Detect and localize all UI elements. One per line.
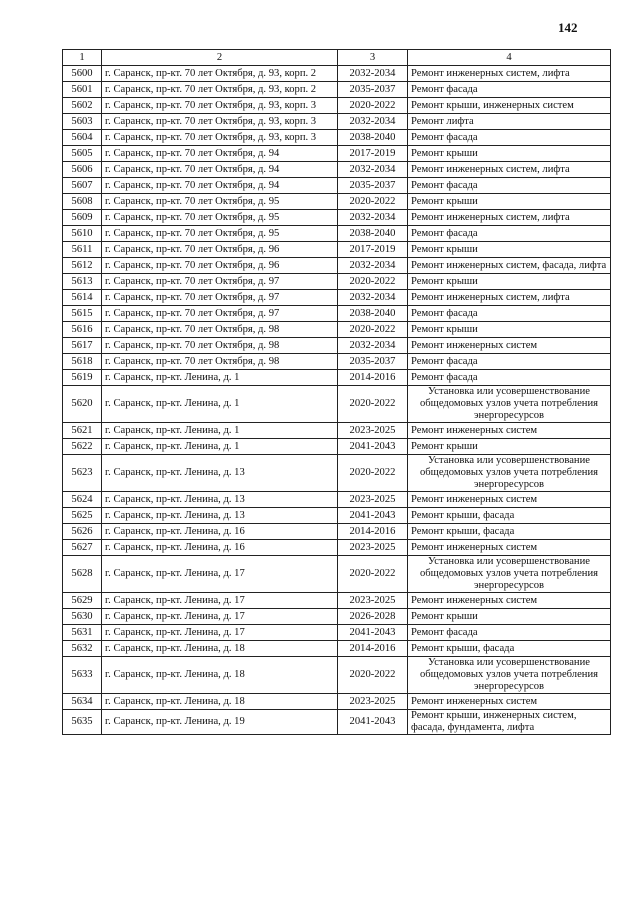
work-type-cell: Ремонт инженерных систем, лифта [408, 162, 611, 178]
row-number-cell: 5610 [63, 226, 102, 242]
period-cell: 2020-2022 [338, 455, 408, 492]
work-type-cell: Ремонт крыши [408, 322, 611, 338]
table-row [63, 593, 611, 609]
header-cell: 2 [102, 50, 338, 66]
work-type-cell: Ремонт крыши [408, 274, 611, 290]
table-row [63, 290, 611, 306]
row-number-cell: 5628 [63, 556, 102, 593]
work-type-cell: Установка или усовершенствование общедомовых узлов учета потребления энергоресурсов [408, 386, 611, 423]
period-cell: 2032-2034 [338, 338, 408, 354]
row-number-cell: 5635 [63, 710, 102, 735]
work-type-cell: Ремонт фасада [408, 370, 611, 386]
row-number-cell: 5622 [63, 439, 102, 455]
header-cell: 1 [63, 50, 102, 66]
work-type-cell: Ремонт крыши [408, 194, 611, 210]
address-cell: г. Саранск, пр-кт. Ленина, д. 1 [102, 423, 338, 439]
period-cell: 2032-2034 [338, 114, 408, 130]
table-row [63, 492, 611, 508]
period-cell: 2041-2043 [338, 508, 408, 524]
address-cell: г. Саранск, пр-кт. Ленина, д. 13 [102, 455, 338, 492]
table-row [63, 455, 611, 492]
table-row [63, 540, 611, 556]
address-cell: г. Саранск, пр-кт. 70 лет Октября, д. 95 [102, 210, 338, 226]
address-cell: г. Саранск, пр-кт. 70 лет Октября, д. 93, корп. 2 [102, 66, 338, 82]
address-cell: г. Саранск, пр-кт. Ленина, д. 13 [102, 508, 338, 524]
work-type-cell: Ремонт фасада [408, 306, 611, 322]
row-number-cell: 5608 [63, 194, 102, 210]
period-cell: 2014-2016 [338, 370, 408, 386]
row-number-cell: 5633 [63, 657, 102, 694]
table-row [63, 386, 611, 423]
work-type-cell: Ремонт инженерных систем [408, 492, 611, 508]
work-type-cell: Ремонт инженерных систем, фасада, лифта [408, 258, 611, 274]
address-cell: г. Саранск, пр-кт. 70 лет Октября, д. 94 [102, 146, 338, 162]
address-cell: г. Саранск, пр-кт. 70 лет Октября, д. 95 [102, 226, 338, 242]
address-cell: г. Саранск, пр-кт. 70 лет Октября, д. 96 [102, 258, 338, 274]
address-cell: г. Саранск, пр-кт. Ленина, д. 17 [102, 556, 338, 593]
work-type-cell: Ремонт крыши [408, 439, 611, 455]
period-cell: 2032-2034 [338, 162, 408, 178]
table-row [63, 625, 611, 641]
row-number-cell: 5631 [63, 625, 102, 641]
period-cell: 2020-2022 [338, 98, 408, 114]
row-number-cell: 5619 [63, 370, 102, 386]
row-number-cell: 5625 [63, 508, 102, 524]
address-cell: г. Саранск, пр-кт. 70 лет Октября, д. 94 [102, 162, 338, 178]
address-cell: г. Саранск, пр-кт. Ленина, д. 1 [102, 370, 338, 386]
period-cell: 2014-2016 [338, 524, 408, 540]
address-cell: г. Саранск, пр-кт. 70 лет Октября, д. 94 [102, 178, 338, 194]
address-cell: г. Саранск, пр-кт. Ленина, д. 19 [102, 710, 338, 735]
period-cell: 2041-2043 [338, 710, 408, 735]
period-cell: 2038-2040 [338, 226, 408, 242]
row-number-cell: 5615 [63, 306, 102, 322]
period-cell: 2035-2037 [338, 354, 408, 370]
period-cell: 2041-2043 [338, 439, 408, 455]
table-row [63, 66, 611, 82]
period-cell: 2023-2025 [338, 423, 408, 439]
row-number-cell: 5626 [63, 524, 102, 540]
period-cell: 2035-2037 [338, 82, 408, 98]
row-number-cell: 5603 [63, 114, 102, 130]
address-cell: г. Саранск, пр-кт. 70 лет Октября, д. 93, корп. 3 [102, 114, 338, 130]
work-type-cell: Ремонт крыши, фасада [408, 508, 611, 524]
address-cell: г. Саранск, пр-кт. Ленина, д. 16 [102, 540, 338, 556]
address-cell: г. Саранск, пр-кт. 70 лет Октября, д. 98 [102, 354, 338, 370]
address-cell: г. Саранск, пр-кт. 70 лет Октября, д. 93, корп. 3 [102, 130, 338, 146]
row-number-cell: 5611 [63, 242, 102, 258]
address-cell: г. Саранск, пр-кт. 70 лет Октября, д. 95 [102, 194, 338, 210]
table-row [63, 114, 611, 130]
work-type-cell: Ремонт лифта [408, 114, 611, 130]
period-cell: 2041-2043 [338, 625, 408, 641]
address-cell: г. Саранск, пр-кт. Ленина, д. 18 [102, 694, 338, 710]
work-type-cell: Ремонт инженерных систем [408, 540, 611, 556]
row-number-cell: 5618 [63, 354, 102, 370]
table-row [63, 524, 611, 540]
header-cell: 3 [338, 50, 408, 66]
row-number-cell: 5607 [63, 178, 102, 194]
work-type-cell: Ремонт крыши, фасада [408, 641, 611, 657]
work-type-cell: Ремонт инженерных систем [408, 423, 611, 439]
table-row [63, 242, 611, 258]
table-row [63, 354, 611, 370]
table-row [63, 710, 611, 735]
work-type-cell: Ремонт инженерных систем, лифта [408, 290, 611, 306]
row-number-cell: 5634 [63, 694, 102, 710]
table-row [63, 657, 611, 694]
table-row [63, 306, 611, 322]
row-number-cell: 5632 [63, 641, 102, 657]
row-number-cell: 5617 [63, 338, 102, 354]
row-number-cell: 5627 [63, 540, 102, 556]
table-row [63, 82, 611, 98]
table-row [63, 130, 611, 146]
work-type-cell: Установка или усовершенствование общедомовых узлов учета потребления энергоресурсов [408, 455, 611, 492]
table-body [63, 66, 611, 735]
page-number: 142 [558, 20, 578, 35]
table-row [63, 338, 611, 354]
period-cell: 2038-2040 [338, 130, 408, 146]
table-row [63, 194, 611, 210]
work-type-cell: Ремонт инженерных систем [408, 694, 611, 710]
work-type-cell: Ремонт крыши, инженерных систем, фасада, фундамента, лифта [408, 710, 611, 735]
row-number-cell: 5630 [63, 609, 102, 625]
row-number-cell: 5612 [63, 258, 102, 274]
table-row [63, 162, 611, 178]
address-cell: г. Саранск, пр-кт. Ленина, д. 17 [102, 609, 338, 625]
table-row [63, 423, 611, 439]
work-type-cell: Ремонт крыши, инженерных систем [408, 98, 611, 114]
row-number-cell: 5600 [63, 66, 102, 82]
header-cell: 4 [408, 50, 611, 66]
address-cell: г. Саранск, пр-кт. 70 лет Октября, д. 93, корп. 3 [102, 98, 338, 114]
period-cell: 2014-2016 [338, 641, 408, 657]
address-cell: г. Саранск, пр-кт. 70 лет Октября, д. 98 [102, 338, 338, 354]
period-cell: 2026-2028 [338, 609, 408, 625]
address-cell: г. Саранск, пр-кт. 70 лет Октября, д. 97 [102, 290, 338, 306]
period-cell: 2017-2019 [338, 146, 408, 162]
table-row [63, 274, 611, 290]
work-type-cell: Ремонт фасада [408, 130, 611, 146]
work-type-cell: Ремонт фасада [408, 625, 611, 641]
address-cell: г. Саранск, пр-кт. Ленина, д. 18 [102, 657, 338, 694]
period-cell: 2020-2022 [338, 386, 408, 423]
work-type-cell: Установка или усовершенствование общедомовых узлов учета потребления энергоресурсов [408, 556, 611, 593]
period-cell: 2023-2025 [338, 540, 408, 556]
address-cell: г. Саранск, пр-кт. Ленина, д. 18 [102, 641, 338, 657]
row-number-cell: 5601 [63, 82, 102, 98]
row-number-cell: 5609 [63, 210, 102, 226]
row-number-cell: 5604 [63, 130, 102, 146]
row-number-cell: 5624 [63, 492, 102, 508]
address-cell: г. Саранск, пр-кт. 70 лет Октября, д. 98 [102, 322, 338, 338]
work-type-cell: Ремонт крыши [408, 609, 611, 625]
period-cell: 2032-2034 [338, 290, 408, 306]
work-type-cell: Ремонт крыши [408, 146, 611, 162]
table-row [63, 178, 611, 194]
table-row [63, 641, 611, 657]
work-type-cell: Ремонт инженерных систем [408, 338, 611, 354]
period-cell: 2020-2022 [338, 194, 408, 210]
work-type-cell: Ремонт фасада [408, 178, 611, 194]
work-type-cell: Ремонт фасада [408, 354, 611, 370]
table-row [63, 694, 611, 710]
row-number-cell: 5616 [63, 322, 102, 338]
address-cell: г. Саранск, пр-кт. 70 лет Октября, д. 97 [102, 306, 338, 322]
period-cell: 2020-2022 [338, 556, 408, 593]
work-type-cell: Ремонт крыши [408, 242, 611, 258]
period-cell: 2017-2019 [338, 242, 408, 258]
period-cell: 2023-2025 [338, 694, 408, 710]
table-row [63, 226, 611, 242]
table-row [63, 556, 611, 593]
row-number-cell: 5613 [63, 274, 102, 290]
period-cell: 2035-2037 [338, 178, 408, 194]
table-row [63, 146, 611, 162]
table-row [63, 609, 611, 625]
period-cell: 2023-2025 [338, 593, 408, 609]
period-cell: 2032-2034 [338, 258, 408, 274]
address-cell: г. Саранск, пр-кт. Ленина, д. 1 [102, 439, 338, 455]
period-cell: 2020-2022 [338, 322, 408, 338]
work-type-cell: Ремонт инженерных систем, лифта [408, 210, 611, 226]
table-row [63, 258, 611, 274]
work-type-cell: Ремонт инженерных систем, лифта [408, 66, 611, 82]
period-cell: 2038-2040 [338, 306, 408, 322]
work-type-cell: Ремонт фасада [408, 82, 611, 98]
period-cell: 2023-2025 [338, 492, 408, 508]
work-type-cell: Ремонт крыши, фасада [408, 524, 611, 540]
table-header-row [63, 50, 611, 66]
work-type-cell: Ремонт инженерных систем [408, 593, 611, 609]
address-cell: г. Саранск, пр-кт. 70 лет Октября, д. 93, корп. 2 [102, 82, 338, 98]
address-cell: г. Саранск, пр-кт. Ленина, д. 1 [102, 386, 338, 423]
row-number-cell: 5621 [63, 423, 102, 439]
row-number-cell: 5606 [63, 162, 102, 178]
row-number-cell: 5629 [63, 593, 102, 609]
row-number-cell: 5605 [63, 146, 102, 162]
table-row [63, 508, 611, 524]
work-type-cell: Установка или усовершенствование общедомовых узлов учета потребления энергоресурсов [408, 657, 611, 694]
row-number-cell: 5620 [63, 386, 102, 423]
row-number-cell: 5623 [63, 455, 102, 492]
period-cell: 2020-2022 [338, 274, 408, 290]
period-cell: 2032-2034 [338, 210, 408, 226]
address-cell: г. Саранск, пр-кт. 70 лет Октября, д. 96 [102, 242, 338, 258]
period-cell: 2032-2034 [338, 66, 408, 82]
table-row [63, 210, 611, 226]
address-cell: г. Саранск, пр-кт. Ленина, д. 13 [102, 492, 338, 508]
work-type-cell: Ремонт фасада [408, 226, 611, 242]
table-row [63, 439, 611, 455]
address-cell: г. Саранск, пр-кт. Ленина, д. 17 [102, 625, 338, 641]
address-cell: г. Саранск, пр-кт. 70 лет Октября, д. 97 [102, 274, 338, 290]
table-row [63, 322, 611, 338]
row-number-cell: 5602 [63, 98, 102, 114]
address-cell: г. Саранск, пр-кт. Ленина, д. 17 [102, 593, 338, 609]
address-cell: г. Саранск, пр-кт. Ленина, д. 16 [102, 524, 338, 540]
table-row [63, 98, 611, 114]
table-row [63, 370, 611, 386]
row-number-cell: 5614 [63, 290, 102, 306]
repair-schedule-table [62, 49, 611, 735]
period-cell: 2020-2022 [338, 657, 408, 694]
